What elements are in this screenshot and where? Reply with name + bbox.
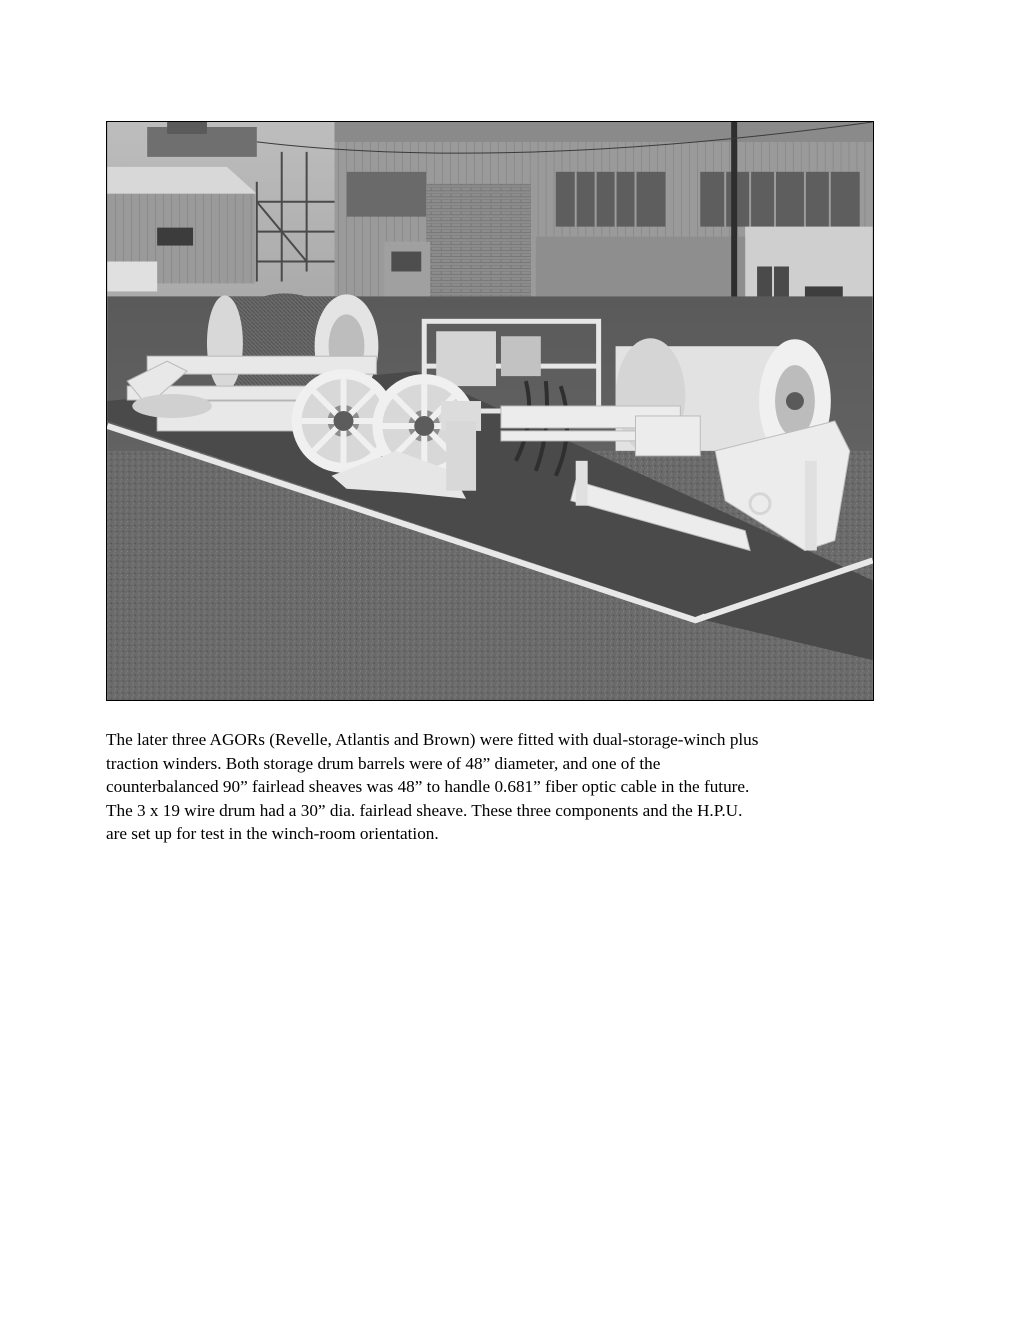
winch-test-photo (106, 121, 874, 701)
photo-caption: The later three AGORs (Revelle, Atlantis and Brown) were fitted with dual-storage-winch plus traction winders. Both storage drum barrels were of 48” diameter, and one of the counterbalanced 90” fairlead sheaves was 48” to handle 0.681” fiber optic cable in the future. The 3 x 19 wire drum had a 30” dia. fairlead sheave. These three components and the H.P.U. are set up for test in the winch-room orientation. (106, 730, 759, 844)
photo-illustration (107, 122, 873, 700)
